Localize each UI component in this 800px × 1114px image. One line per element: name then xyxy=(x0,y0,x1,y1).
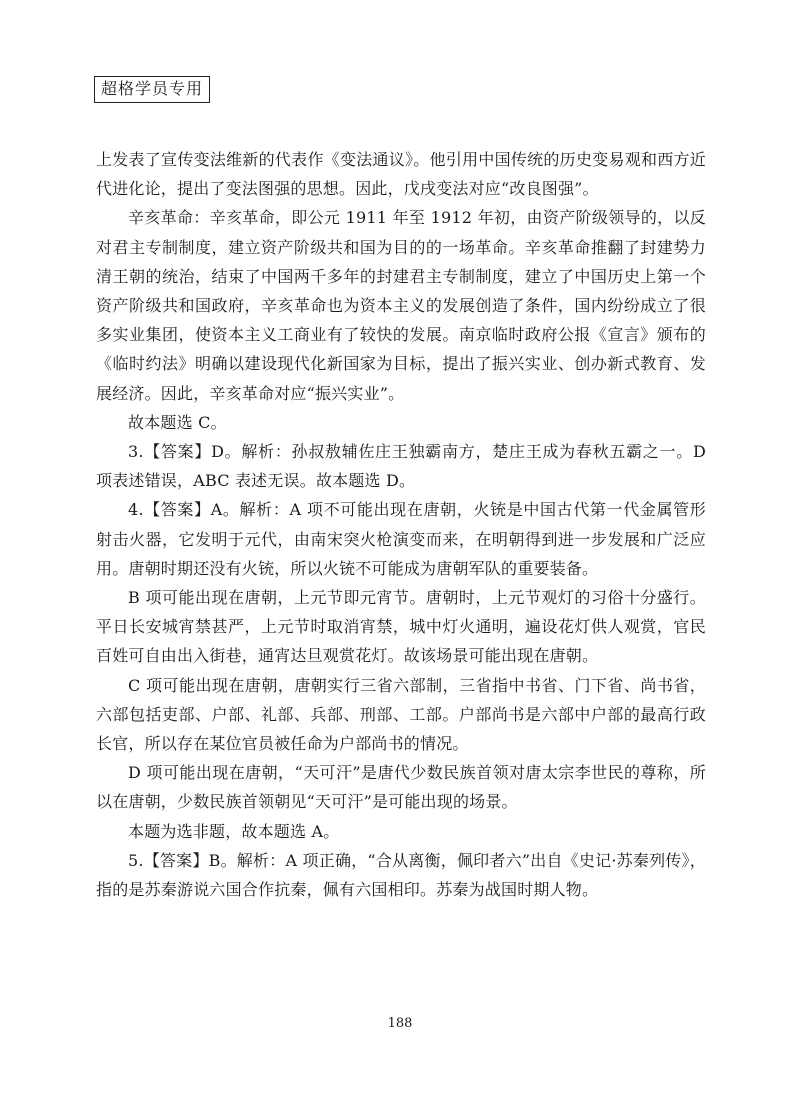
paragraph-option-b: B 项可能出现在唐朝，上元节即元宵节。唐朝时，上元节观灯的习俗十分盛行。平日长安城宵禁甚严，上元节时取消宵禁，城中灯火通明，遍设花灯供人观赏，官民百姓可自由出入街巷，通宵达旦观赏花灯。故该场景可能出现在唐朝。 xyxy=(96,588,706,666)
paragraph-answer-a: 本题为选非题，故本题选 A。 xyxy=(128,821,340,841)
page-number: 188 xyxy=(387,1016,413,1031)
paragraph-question-5: 5.【答案】B。解析：A 项正确，“合从离衡，佩印者六”出自《史记·苏秦列传》，指的是苏秦游说六国合作抗秦，佩有六国相印。苏秦为战国时期人物。 xyxy=(96,850,706,900)
paragraph-xinhai-revolution: 辛亥革命：辛亥革命，即公元 1911 年至 1912 年初，由资产阶级领导的，以反对君主专制制度，建立资产阶级共和国为目的的一场革命。辛亥革命推翻了封建势力清王朝的统治，结束了中国两千多年的封建君主专制制度，建立了中国历史上第一个资产阶级共和国政府，辛亥革命也为资本主义的发展创造了条件，国内纷纷成立了很多实业集团，使资本主义工商业有了较快的发展。南京临时政府公报《宣言》颁布的《临时约法》明确以建设现代化新国家为目标，提出了振兴实业、创办新式教育、发展经济。因此，辛亥革命对应“振兴实业”。 xyxy=(96,208,706,403)
paragraph-option-c: C 项可能出现在唐朝，唐朝实行三省六部制，三省指中书省、门下省、尚书省，六部包括吏部、户部、礼部、兵部、刑部、工部。户部尚书是六部中户部的最高行政长官，所以存在某位官员被任命为户部尚书的情况。 xyxy=(96,675,706,754)
watermark-stamp: 超格学员专用 xyxy=(94,76,210,103)
paragraph-continuation: 上发表了宣传变法维新的代表作《变法通议》。他引用中国传统的历史变易观和西方近代进化论，提出了变法图强的思想。因此，戊戌变法对应“改良图强”。 xyxy=(96,150,706,199)
paragraph-question-4: 4.【答案】A。解析：A 项不可能出现在唐朝，火铳是中国古代第一代金属管形射击火器，它发明于元代，由南宋突火枪演变而来，在明朝得到进一步发展和广泛应用。唐朝时期还没有火铳，所以火铳不可能成为唐朝军队的重要装备。 xyxy=(96,500,706,578)
document-body xyxy=(96,145,706,904)
paragraph-option-d: D 项可能出现在唐朝，“天可汗”是唐代少数民族首领对唐太宗李世民的尊称，所以在唐朝，少数民族首领朝见“天可汗”是可能出现的场景。 xyxy=(96,763,706,812)
paragraph-question-3: 3.【答案】D。解析：孙叔敖辅佐庄王独霸南方，楚庄王成为春秋五霸之一。D 项表述错误，ABC 表述无误。故本题选 D。 xyxy=(96,442,706,491)
paragraph-answer-c: 故本题选 C。 xyxy=(128,412,227,432)
